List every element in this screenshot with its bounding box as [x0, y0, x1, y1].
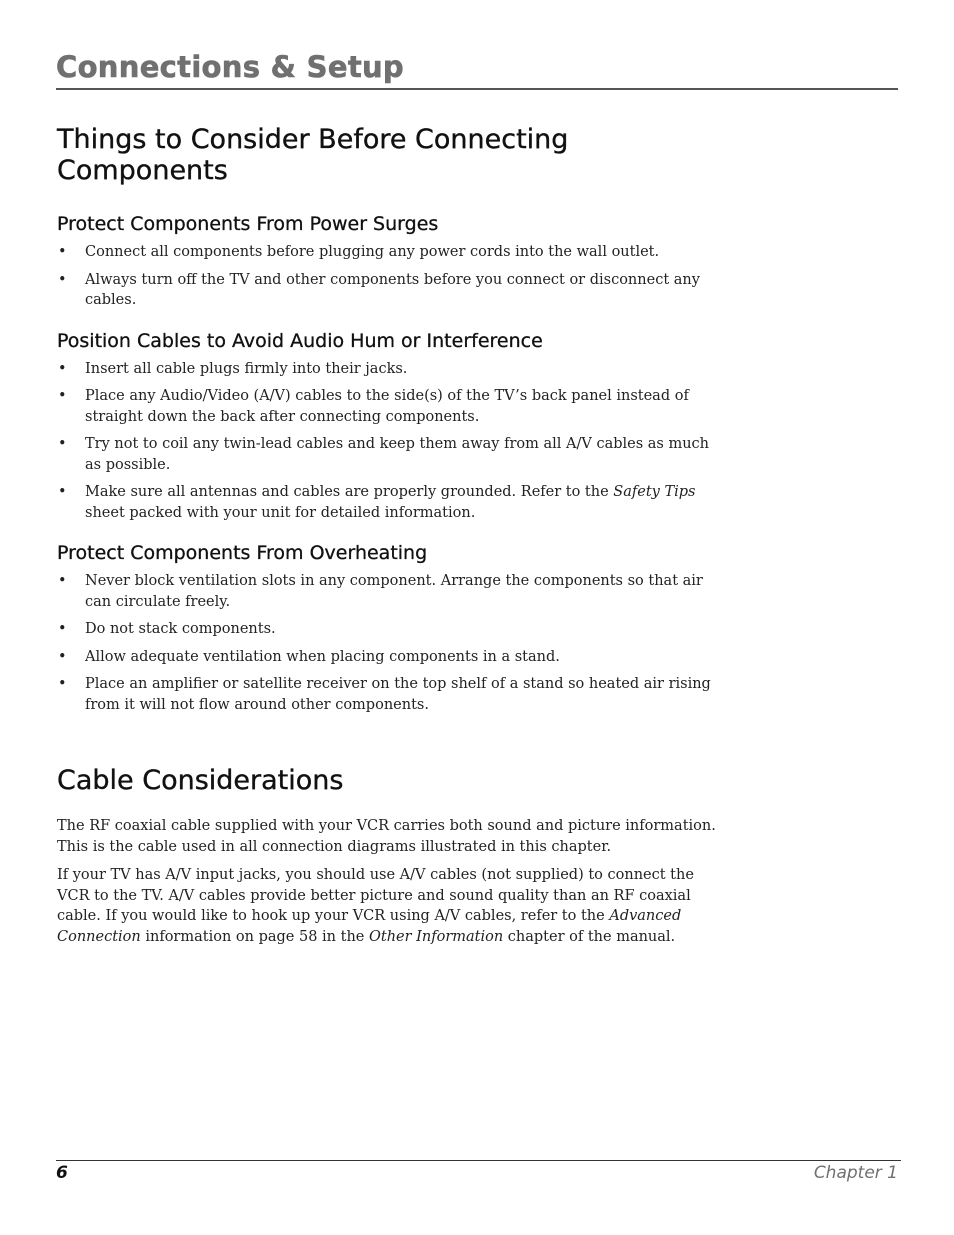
section-title-things-to-consider: Things to Consider Before Connecting Components	[57, 124, 569, 186]
list-item	[57, 359, 717, 380]
list-item-text: Place any Audio/Video (A/V) cables to the side(s) of the TV’s back panel instead of straight down the back after connecting components.	[85, 388, 689, 425]
footer-rule	[56, 1160, 901, 1161]
page-number: 6	[56, 1163, 68, 1183]
subsection-title-overheating: Protect Components From Overheating	[57, 542, 428, 564]
list-item-text: Always turn off the TV and other components before you connect or disconnect any cables.	[85, 271, 700, 308]
list-item	[57, 571, 717, 612]
bullet-icon: •	[58, 271, 67, 288]
bullet-icon: •	[58, 676, 67, 692]
advanced-connection-reference: Advanced Connection	[57, 908, 682, 945]
bullet-icon: •	[58, 573, 67, 589]
bullet-icon: •	[58, 621, 67, 637]
list-item-text: Do not stack components.	[85, 621, 276, 637]
paragraph-text: information on page 58 in the	[140, 928, 369, 945]
list-item	[57, 242, 717, 263]
cable-considerations-paragraph-1: The RF coaxial cable supplied with your VCR carries both sound and picture information. This is the cable used in all connection diagrams illustrated in this chapter.	[57, 818, 716, 855]
power-surges-list	[57, 242, 717, 311]
bullet-icon: •	[58, 244, 67, 260]
list-item-text: Try not to coil any twin-lead cables and keep them away from all A/V cables as much as possible.	[85, 436, 710, 473]
page-content	[57, 124, 717, 955]
list-item-text: Place an amplifier or satellite receiver on the top shelf of a stand so heated air rising from it will not flow around other components.	[85, 676, 711, 713]
list-item-text-after: sheet packed with your unit for detailed information.	[85, 504, 476, 521]
bullet-icon: •	[58, 648, 67, 665]
paragraph-text: If your TV has A/V input jacks, you should use A/V cables (not supplied) to connect the VCR to the TV. A/V cables provide better picture and sound quality than an RF coaxial cable. If you would like to hook up your VCR using A/V cables, refer to the	[57, 867, 694, 924]
subsection-title-cables: Position Cables to Avoid Audio Hum or Interference	[57, 329, 543, 352]
list-item-text: Insert all cable plugs firmly into their jacks.	[85, 360, 408, 377]
overheating-list	[57, 571, 717, 715]
section-title-cable-considerations: Cable Considerations	[57, 765, 344, 796]
list-item-text: Connect all components before plugging any power cords into the wall outlet.	[85, 244, 660, 260]
header-rule	[56, 88, 898, 90]
list-item-text: Never block ventilation slots in any component. Arrange the components so that air can circulate freely.	[85, 573, 703, 610]
bullet-icon: •	[58, 436, 67, 452]
paragraph-text: chapter of the manual.	[503, 928, 676, 945]
list-item	[57, 482, 717, 523]
other-information-reference: Other Information	[368, 928, 504, 945]
bullet-icon: •	[58, 388, 67, 404]
subsection-title-power-surges: Protect Components From Power Surges	[57, 213, 439, 235]
list-item	[57, 674, 717, 715]
bullet-icon: •	[58, 360, 67, 377]
bullet-icon: •	[58, 484, 67, 500]
safety-tips-reference: Safety Tips	[613, 484, 696, 500]
list-item	[57, 647, 717, 668]
list-item	[57, 270, 717, 311]
cable-considerations-paragraph-2	[57, 865, 717, 947]
chapter-label: Chapter 1	[813, 1163, 898, 1183]
list-item-text-before: Make sure all antennas and cables are properly grounded. Refer to the	[85, 484, 614, 500]
cables-list	[57, 359, 717, 524]
list-item-text: Allow adequate ventilation when placing components in a stand.	[85, 648, 560, 665]
running-header: Connections & Setup	[56, 50, 404, 84]
list-item	[57, 386, 717, 427]
list-item	[57, 619, 717, 640]
list-item	[57, 434, 717, 475]
